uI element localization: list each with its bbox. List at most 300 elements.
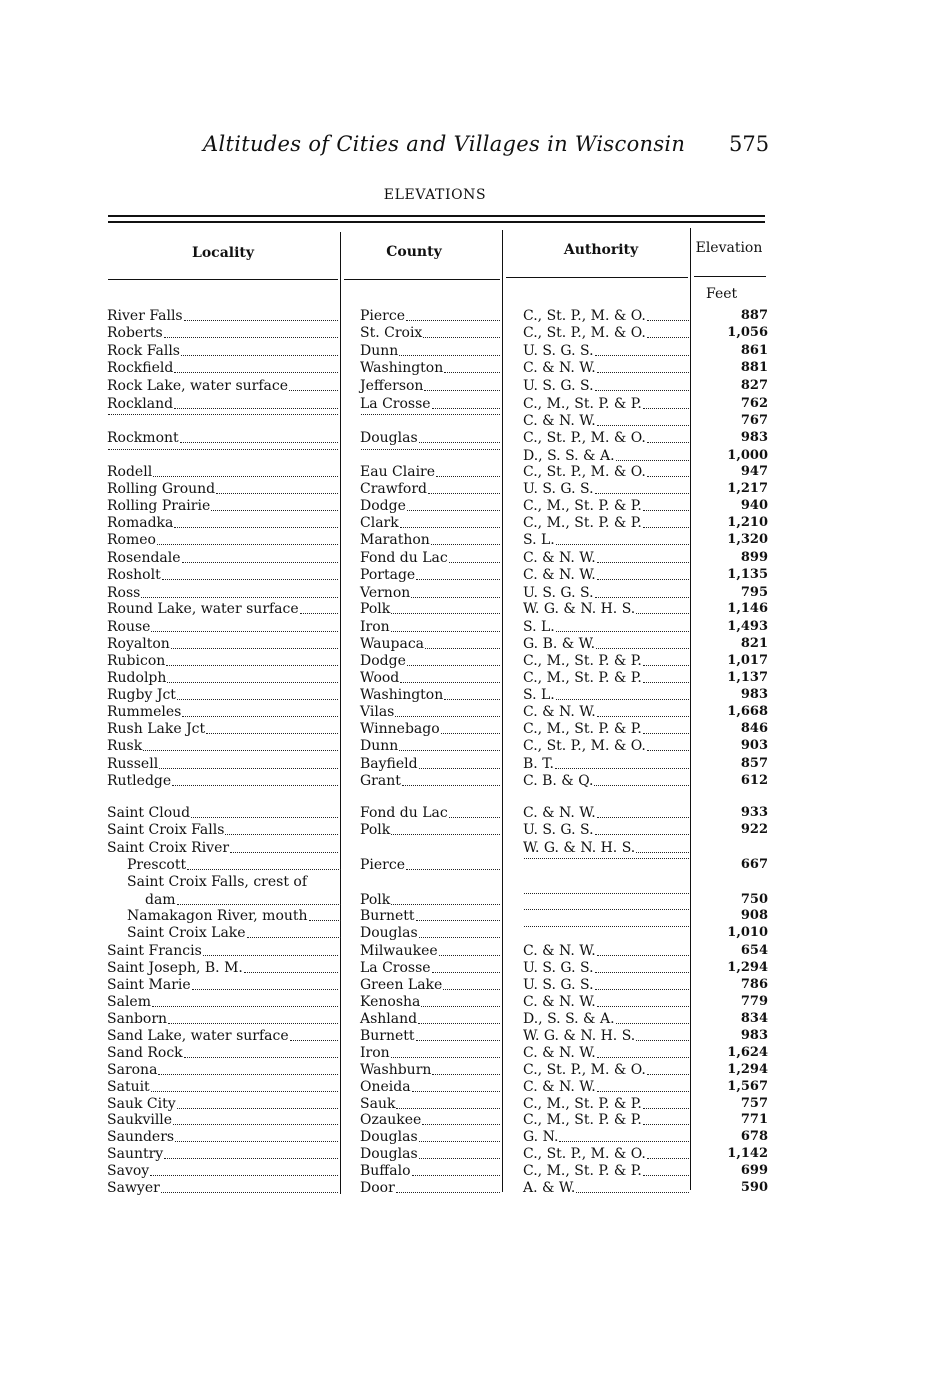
dot-leader (153, 475, 338, 477)
dot-leader (151, 630, 338, 632)
locality-cell (107, 464, 338, 480)
county-cell (360, 1096, 500, 1112)
table-row (0, 977, 930, 994)
authority-cell-text: A. & W. (523, 1180, 576, 1196)
dot-leader (172, 784, 338, 786)
dot-leader (596, 647, 689, 649)
locality-cell (107, 532, 338, 548)
county-cell (360, 481, 500, 497)
elevation-cell-text: 795 (740, 585, 768, 600)
dot-leader (184, 1056, 338, 1058)
locality-cell (107, 396, 338, 412)
elevation-cell-text: 1,056 (727, 325, 768, 340)
locality-cell-text: River Falls (107, 308, 183, 324)
dot-leader (636, 851, 689, 853)
dot-leader (192, 988, 338, 990)
county-cell-text: Douglas (360, 1129, 418, 1145)
dot-leader (422, 1123, 500, 1125)
dot-leader (108, 448, 338, 450)
county-cell (360, 977, 500, 993)
elevation-cell (700, 822, 768, 837)
county-cell-text: Polk (360, 601, 391, 617)
county-cell-text: Iron (360, 619, 390, 635)
dot-leader (206, 732, 338, 734)
elevation-cell (700, 805, 768, 820)
authority-cell-text: U. S. G. S. (523, 481, 594, 497)
table-row (0, 670, 930, 687)
elevation-cell (700, 1062, 768, 1077)
dot-leader (647, 475, 689, 477)
locality-cell (107, 1079, 338, 1095)
county-cell (360, 585, 500, 601)
dot-leader (419, 936, 500, 938)
county-cell (360, 619, 500, 635)
county-cell-text: Fond du Lac (360, 550, 448, 566)
authority-cell-text: W. G. & N. H. S. (523, 601, 636, 617)
dot-leader (636, 1039, 689, 1041)
locality-cell-text: Rock Falls (107, 343, 180, 359)
dot-leader (643, 509, 689, 511)
table-row (0, 1062, 930, 1079)
dot-leader (643, 732, 689, 734)
county-cell-text: Polk (360, 892, 391, 908)
county-cell-text: Washington (360, 360, 444, 376)
elevation-cell (700, 670, 768, 685)
locality-cell-text: Saint Marie (107, 977, 191, 993)
county-cell-text: Douglas (360, 430, 418, 446)
elevation-cell-text: 887 (740, 308, 768, 323)
elevation-cell (700, 619, 768, 634)
locality-cell-text: Sand Lake, water surface (107, 1028, 289, 1044)
dot-leader (411, 596, 500, 598)
locality-cell-text: Rush Lake Jct (107, 721, 206, 737)
elevation-cell (700, 704, 768, 719)
locality-cell-text: Rusk (107, 738, 143, 754)
dot-leader (159, 767, 338, 769)
dot-leader (424, 389, 500, 391)
dot-leader (524, 857, 689, 859)
dot-leader (400, 681, 500, 683)
county-cell (360, 1079, 500, 1095)
locality-cell (127, 925, 341, 941)
elevation-cell (700, 550, 768, 565)
elevation-cell-text: 757 (740, 1096, 768, 1111)
dot-leader (407, 509, 500, 511)
authority-cell (523, 619, 689, 635)
locality-cell-text: Satuit (107, 1079, 150, 1095)
county-cell (360, 994, 500, 1010)
locality-cell-text: Rolling Prairie (107, 498, 211, 514)
elevation-unit: Feet (706, 286, 738, 302)
dot-leader (556, 543, 689, 545)
county-cell-text: Burnett (360, 908, 415, 924)
authority-cell (523, 1045, 689, 1061)
authority-cell (523, 687, 689, 703)
county-cell-text: Dodge (360, 498, 406, 514)
county-cell-text: Bayfield (360, 756, 418, 772)
top-double-rule-upper (108, 215, 765, 217)
dot-leader (443, 988, 500, 990)
dot-leader (164, 336, 338, 338)
locality-cell (107, 738, 338, 754)
table-row (0, 1112, 930, 1129)
dot-leader (391, 630, 500, 632)
elevation-cell (700, 481, 768, 496)
county-cell (360, 892, 500, 908)
elevation-cell-text: 1,137 (727, 670, 768, 685)
authority-cell (523, 550, 689, 566)
county-cell (360, 378, 500, 394)
county-cell (360, 325, 500, 341)
elevation-cell-text: 612 (740, 773, 768, 788)
elevation-cell-text: 1,294 (727, 960, 768, 975)
elevation-cell-text: 779 (740, 994, 768, 1009)
dot-leader (290, 1039, 338, 1041)
locality-cell-text: dam (145, 892, 176, 908)
authority-cell (523, 773, 689, 789)
authority-cell (523, 977, 689, 993)
authority-cell (523, 498, 689, 514)
dot-leader (428, 492, 500, 494)
authority-cell (523, 1129, 689, 1145)
dot-leader (402, 784, 500, 786)
authority-cell (523, 413, 689, 429)
elevation-cell (700, 343, 768, 358)
authority-cell-text: U. S. G. S. (523, 977, 594, 993)
county-cell-text: Jefferson (360, 378, 424, 394)
elevation-cell (700, 1045, 768, 1060)
county-cell-text: La Crosse (360, 396, 431, 412)
authority-cell (523, 585, 689, 601)
dot-leader (300, 612, 338, 614)
table-row (0, 738, 930, 755)
dot-leader (416, 1039, 500, 1041)
elevation-cell-text: 590 (740, 1180, 768, 1195)
authority-cell-text: C., St. P., M. & O. (523, 325, 646, 341)
authority-cell (523, 567, 689, 583)
elevation-cell-text: 1,210 (727, 515, 768, 530)
locality-cell-text: Roberts (107, 325, 163, 341)
county-cell (360, 308, 500, 324)
county-cell-text: Vilas (360, 704, 395, 720)
elevation-cell (700, 413, 768, 428)
dot-leader (597, 424, 689, 426)
authority-cell-text: C., M., St. P. & P. (523, 498, 642, 514)
elevation-cell-text: 903 (740, 738, 768, 753)
county-cell (360, 1163, 500, 1179)
dot-leader (643, 526, 689, 528)
locality-cell-text: Saint Cloud (107, 805, 191, 821)
dot-leader (597, 561, 689, 563)
elevation-cell-text: 771 (740, 1112, 768, 1127)
dot-leader (449, 561, 500, 563)
locality-cell-text: Russell (107, 756, 159, 772)
table-row (0, 498, 930, 515)
dot-leader (182, 715, 338, 717)
locality-cell-text: Salem (107, 994, 151, 1010)
dot-leader (595, 596, 689, 598)
authority-cell-text: S. L. (523, 687, 555, 703)
locality-cell (107, 1011, 338, 1027)
elevation-cell-text: 1,668 (727, 704, 768, 719)
dot-leader (361, 448, 500, 450)
elevation-cell (700, 653, 768, 668)
dot-leader (524, 892, 689, 894)
county-cell-text: Douglas (360, 1146, 418, 1162)
table-row (0, 343, 930, 360)
dot-leader (524, 925, 689, 927)
dot-leader (419, 767, 500, 769)
table-row (0, 515, 930, 532)
dot-leader (247, 936, 341, 938)
county-cell (360, 515, 500, 531)
county-cell (360, 925, 500, 941)
county-cell (360, 396, 500, 412)
authority-cell (523, 1096, 689, 1112)
dot-leader (164, 1157, 338, 1159)
top-double-rule-lower (108, 221, 765, 223)
county-cell-text: Pierce (360, 857, 406, 873)
dot-leader (597, 578, 689, 580)
authority-cell-text: W. G. & N. H. S. (523, 840, 636, 856)
table-row (0, 908, 930, 925)
dot-leader (309, 919, 341, 921)
dot-leader (595, 971, 689, 973)
elevation-cell (700, 1096, 768, 1111)
dot-leader (576, 1191, 689, 1193)
locality-cell (107, 413, 338, 418)
dot-leader (432, 1073, 500, 1075)
dot-leader (203, 954, 338, 956)
dot-leader (647, 441, 689, 443)
authority-cell-text: C., M., St. P. & P. (523, 396, 642, 412)
locality-cell-text: Rockland (107, 396, 174, 412)
table-row (0, 1146, 930, 1163)
dot-leader (157, 543, 338, 545)
locality-cell (107, 1180, 338, 1196)
county-cell-text: Door (360, 1180, 395, 1196)
table-row (0, 308, 930, 325)
county-cell-text: Washburn (360, 1062, 432, 1078)
header-rule (506, 277, 688, 278)
authority-cell (523, 704, 689, 720)
table-row (0, 1011, 930, 1028)
authority-cell (523, 721, 689, 737)
locality-cell-text: Romeo (107, 532, 156, 548)
dot-leader (597, 715, 689, 717)
authority-cell (523, 343, 689, 359)
elevation-cell (700, 585, 768, 600)
locality-cell (107, 550, 338, 566)
dot-leader (595, 988, 689, 990)
column-header-locality: Locality (191, 245, 254, 261)
locality-cell (107, 585, 338, 601)
dot-leader (174, 371, 338, 373)
locality-cell (107, 325, 338, 341)
dot-leader (191, 816, 338, 818)
elevation-cell (700, 636, 768, 651)
authority-cell-text: S. L. (523, 532, 555, 548)
locality-cell-text: Namakagon River, mouth (127, 908, 308, 924)
locality-cell-text: Sanborn (107, 1011, 168, 1027)
elevation-cell (700, 857, 768, 872)
locality-cell-text: Sauk City (107, 1096, 176, 1112)
table-row (0, 585, 930, 602)
county-cell-text: Ozaukee (360, 1112, 422, 1128)
dot-leader (432, 407, 500, 409)
elevation-cell-text: 922 (740, 822, 768, 837)
locality-cell-text: Royalton (107, 636, 170, 652)
elevation-cell-text: 1,142 (727, 1146, 768, 1161)
county-cell-text: Kenosha (360, 994, 421, 1010)
table-row (0, 1079, 930, 1096)
authority-cell (523, 1112, 689, 1128)
county-cell (360, 1062, 500, 1078)
county-cell-text: Oneida (360, 1079, 411, 1095)
authority-cell (523, 1163, 689, 1179)
dot-leader (412, 1174, 500, 1176)
locality-cell (127, 857, 341, 873)
locality-cell (107, 1062, 338, 1078)
locality-cell (107, 1146, 338, 1162)
county-cell (360, 498, 500, 514)
dot-leader (399, 749, 500, 751)
locality-cell (107, 498, 338, 514)
authority-cell (523, 430, 689, 446)
authority-cell (523, 515, 689, 531)
locality-cell-text: Rosendale (107, 550, 181, 566)
county-cell (360, 532, 500, 548)
authority-cell-text: C., M., St. P. & P. (523, 515, 642, 531)
table-row (0, 892, 930, 909)
table-row (0, 874, 930, 891)
locality-cell (107, 704, 338, 720)
locality-cell (107, 756, 338, 772)
dot-leader (416, 919, 500, 921)
dot-leader (175, 1140, 338, 1142)
county-cell (360, 721, 500, 737)
table-row (0, 840, 930, 857)
elevation-cell (700, 756, 768, 771)
county-cell-text: Sauk (360, 1096, 396, 1112)
locality-cell (107, 1096, 338, 1112)
authority-cell (523, 636, 689, 652)
authority-cell-text: U. S. G. S. (523, 960, 594, 976)
county-cell (360, 822, 500, 838)
locality-cell (107, 1112, 338, 1128)
dot-leader (361, 413, 500, 415)
locality-cell (107, 636, 338, 652)
elevation-cell (700, 430, 768, 445)
authority-cell-text: C., St. P., M. & O. (523, 308, 646, 324)
locality-cell (107, 378, 338, 394)
county-cell-text: Fond du Lac (360, 805, 448, 821)
elevation-cell (700, 960, 768, 975)
county-cell (360, 413, 500, 418)
county-cell-text: Portage (360, 567, 416, 583)
elevation-cell-text: 654 (740, 943, 768, 958)
authority-cell-text: C., St. P., M. & O. (523, 1062, 646, 1078)
dot-leader (419, 1157, 500, 1159)
county-cell (360, 756, 500, 772)
authority-cell (523, 601, 689, 617)
authority-cell-text: G. N. (523, 1129, 559, 1145)
table-row (0, 756, 930, 773)
dot-leader (597, 816, 689, 818)
column-header-county: County (386, 244, 442, 260)
authority-cell-text: C., M., St. P. & P. (523, 721, 642, 737)
dot-leader (289, 389, 338, 391)
elevation-cell (700, 908, 768, 923)
authority-cell (523, 325, 689, 341)
authority-cell-text: C., St. P., M. & O. (523, 464, 646, 480)
county-cell (360, 805, 500, 821)
elevation-cell (700, 1146, 768, 1161)
elevation-cell-text: 861 (740, 343, 768, 358)
locality-cell (145, 892, 341, 908)
authority-cell-text: C., M., St. P. & P. (523, 1112, 642, 1128)
table-row (0, 550, 930, 567)
dot-leader (244, 971, 338, 973)
elevation-cell-text: 750 (740, 892, 768, 907)
locality-cell (107, 430, 338, 446)
elevation-cell (700, 515, 768, 530)
dot-leader (597, 1056, 689, 1058)
dot-leader (555, 767, 689, 769)
header-rule (694, 276, 766, 277)
dot-leader (597, 371, 689, 373)
authority-cell (523, 960, 689, 976)
authority-cell-text: C. & N. W. (523, 550, 596, 566)
authority-cell (523, 396, 689, 412)
dot-leader (161, 1191, 338, 1193)
dot-leader (594, 784, 689, 786)
county-cell-text: Polk (360, 822, 391, 838)
elevation-cell-text: 767 (740, 413, 768, 428)
dot-leader (647, 336, 689, 338)
elevation-cell (700, 1163, 768, 1178)
table-row (0, 567, 930, 584)
elevation-cell-text: 1,320 (727, 532, 768, 547)
elevation-cell-text: 827 (740, 378, 768, 393)
dot-leader (556, 698, 689, 700)
authority-cell-text: U. S. G. S. (523, 378, 594, 394)
dot-leader (391, 1056, 500, 1058)
column-header-elevation: Elevation (695, 240, 763, 256)
county-cell (360, 601, 500, 617)
county-cell-text: Dodge (360, 653, 406, 669)
county-cell (360, 908, 500, 924)
elevation-cell-text: 1,217 (727, 481, 768, 496)
table-row (0, 805, 930, 822)
dot-leader (150, 1174, 338, 1176)
authority-cell-text: B. T. (523, 756, 554, 772)
authority-cell-text: U. S. G. S. (523, 343, 594, 359)
elevation-cell-text: 1,000 (727, 448, 768, 463)
county-cell (360, 670, 500, 686)
locality-cell (107, 687, 338, 703)
elevation-cell-text: 1,294 (727, 1062, 768, 1077)
locality-cell-text: Saint Joseph, B. M. (107, 960, 243, 976)
authority-cell (523, 448, 689, 464)
elevation-cell-text: 1,135 (727, 567, 768, 582)
elevation-cell (700, 773, 768, 788)
dot-leader (406, 868, 500, 870)
elevation-cell-text: 983 (740, 430, 768, 445)
locality-cell (107, 653, 338, 669)
table-row (0, 925, 930, 942)
table-row (0, 721, 930, 738)
